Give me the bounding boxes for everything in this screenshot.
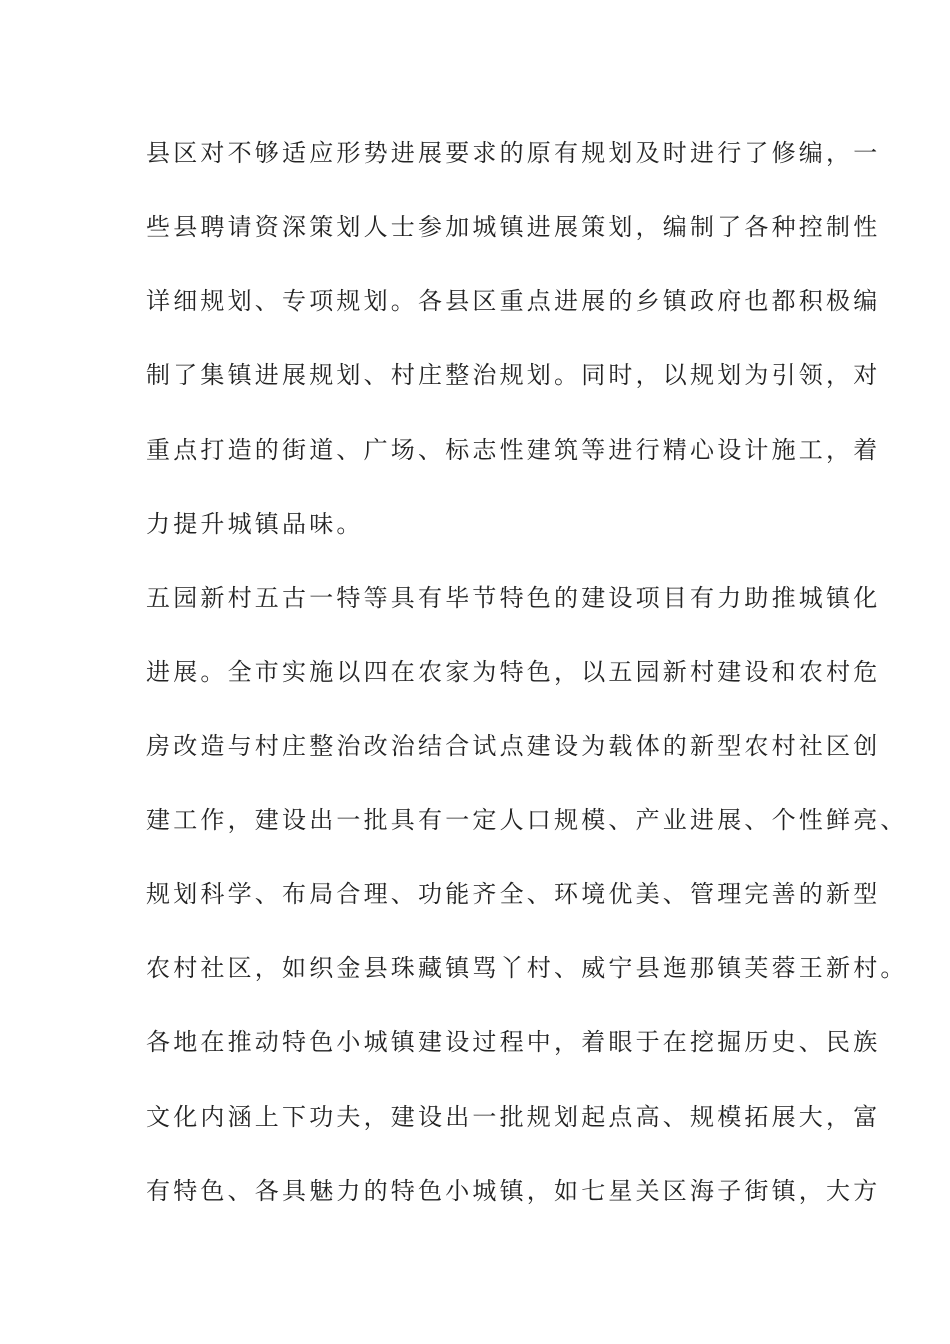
text-line: 五园新村五古一特等具有毕节特色的建设项目有力助推城镇化	[146, 584, 881, 612]
text-line: 建工作，建设出一批具有一定人口规模、产业进展、个性鲜亮、	[146, 806, 908, 834]
text-line: 文化内涵上下功夫，建设出一批规划起点高、规模拓展大，富	[146, 1103, 881, 1131]
text-line: 房改造与村庄整治改治结合试点建设为载体的新型农村社区创	[146, 732, 881, 760]
text-line: 县区对不够适应形势进展要求的原有规划及时进行了修编，一	[146, 139, 881, 167]
text-line: 进展。全市实施以四在农家为特色，以五园新村建设和农村危	[146, 658, 881, 686]
text-line: 各地在推动特色小城镇建设过程中，着眼于在挖掘历史、民族	[146, 1028, 881, 1056]
text-line: 有特色、各具魅力的特色小城镇，如七星关区海子街镇，大方	[146, 1177, 881, 1205]
text-line: 些县聘请资深策划人士参加城镇进展策划，编制了各种控制性	[146, 213, 881, 241]
text-line: 制了集镇进展规划、村庄整治规划。同时，以规划为引领，对	[146, 361, 881, 389]
text-line: 规划科学、布局合理、功能齐全、环境优美、管理完善的新型	[146, 880, 881, 908]
text-line: 农村社区，如织金县珠藏镇骂丫村、威宁县迤那镇芙蓉王新村。	[146, 954, 908, 982]
text-line: 重点打造的街道、广场、标志性建筑等进行精心设计施工，着	[146, 436, 881, 464]
text-line: 详细规划、专项规划。各县区重点进展的乡镇政府也都积极编	[146, 287, 881, 315]
text-line: 力提升城镇品味。	[146, 510, 364, 538]
